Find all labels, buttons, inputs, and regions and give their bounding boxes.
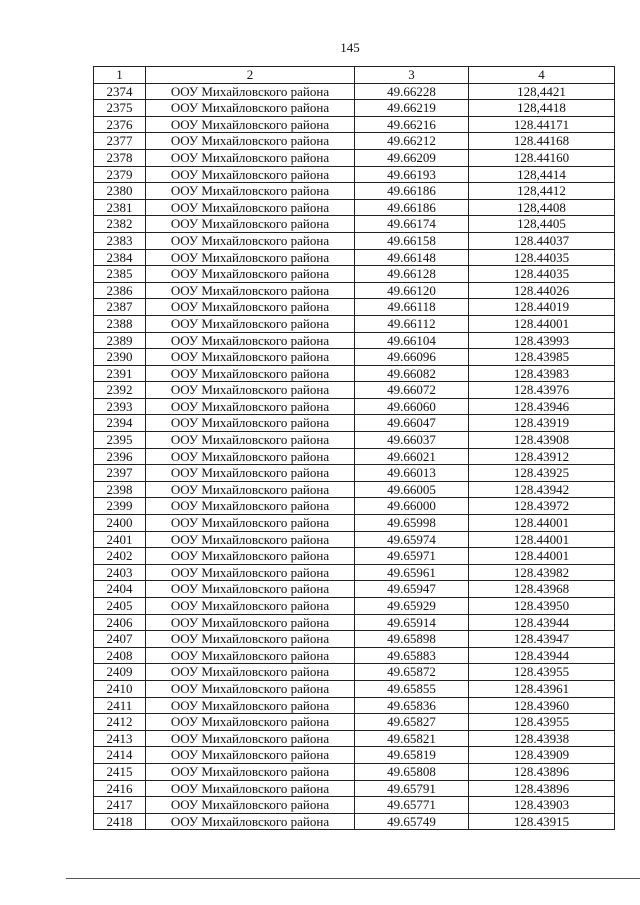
table-row: [94, 564, 615, 581]
cell-number: 2393: [94, 398, 146, 415]
column-header-2: 2: [146, 67, 355, 84]
cell-number: 2407: [94, 631, 146, 648]
cell-number: 2410: [94, 680, 146, 697]
cell-longitude: 128.43908: [469, 432, 615, 449]
cell-latitude: 49.66193: [355, 166, 469, 183]
cell-number: 2415: [94, 763, 146, 780]
cell-latitude: 49.66000: [355, 498, 469, 515]
cell-organization: ООУ Михайловского района: [146, 166, 355, 183]
cell-number: 2403: [94, 564, 146, 581]
cell-latitude: 49.66128: [355, 266, 469, 283]
cell-latitude: 49.66037: [355, 432, 469, 449]
cell-longitude: 128.44037: [469, 232, 615, 249]
table-row: [94, 100, 615, 117]
cell-organization: ООУ Михайловского района: [146, 133, 355, 150]
cell-organization: ООУ Михайловского района: [146, 83, 355, 100]
cell-number: 2404: [94, 581, 146, 598]
cell-latitude: 49.65914: [355, 614, 469, 631]
cell-number: 2392: [94, 382, 146, 399]
table-row: [94, 697, 615, 714]
cell-number: 2385: [94, 266, 146, 283]
cell-number: 2395: [94, 432, 146, 449]
cell-longitude: 128,4414: [469, 166, 615, 183]
table-row: [94, 232, 615, 249]
cell-number: 2376: [94, 116, 146, 133]
table-row: [94, 581, 615, 598]
table-row: [94, 282, 615, 299]
cell-organization: ООУ Михайловского района: [146, 332, 355, 349]
cell-longitude: 128.43903: [469, 797, 615, 814]
cell-organization: ООУ Михайловского района: [146, 581, 355, 598]
cell-organization: ООУ Михайловского района: [146, 515, 355, 532]
cell-latitude: 49.66104: [355, 332, 469, 349]
cell-longitude: 128.44171: [469, 116, 615, 133]
cell-latitude: 49.65827: [355, 714, 469, 731]
table-header-row: [94, 67, 615, 84]
cell-longitude: 128.44001: [469, 548, 615, 565]
cell-organization: ООУ Михайловского района: [146, 432, 355, 449]
cell-organization: ООУ Михайловского района: [146, 664, 355, 681]
cell-organization: ООУ Михайловского района: [146, 415, 355, 432]
table-row: [94, 266, 615, 283]
cell-number: 2384: [94, 249, 146, 266]
cell-number: 2400: [94, 515, 146, 532]
cell-longitude: 128,4418: [469, 100, 615, 117]
cell-number: 2375: [94, 100, 146, 117]
cell-organization: ООУ Михайловского района: [146, 315, 355, 332]
cell-organization: ООУ Михайловского района: [146, 780, 355, 797]
table-row: [94, 598, 615, 615]
cell-latitude: 49.66120: [355, 282, 469, 299]
cell-organization: ООУ Михайловского района: [146, 199, 355, 216]
cell-latitude: 49.66228: [355, 83, 469, 100]
table-row: [94, 548, 615, 565]
cell-latitude: 49.65791: [355, 780, 469, 797]
table-row: [94, 730, 615, 747]
table-row: [94, 465, 615, 482]
cell-number: 2374: [94, 83, 146, 100]
cell-number: 2394: [94, 415, 146, 432]
cell-organization: ООУ Михайловского района: [146, 631, 355, 648]
table-row: [94, 448, 615, 465]
cell-organization: ООУ Михайловского района: [146, 481, 355, 498]
table-row: [94, 415, 615, 432]
table-row: [94, 116, 615, 133]
cell-latitude: 49.65898: [355, 631, 469, 648]
cell-number: 2391: [94, 365, 146, 382]
cell-organization: ООУ Михайловского района: [146, 564, 355, 581]
table-row: [94, 149, 615, 166]
cell-latitude: 49.65819: [355, 747, 469, 764]
cell-longitude: 128.43961: [469, 680, 615, 697]
table-row: [94, 398, 615, 415]
cell-organization: ООУ Михайловского района: [146, 747, 355, 764]
cell-latitude: 49.65855: [355, 680, 469, 697]
table-body: [94, 83, 615, 830]
table-row: [94, 747, 615, 764]
coordinates-table: [93, 66, 615, 830]
cell-number: 2408: [94, 647, 146, 664]
table-row: [94, 631, 615, 648]
cell-latitude: 49.65749: [355, 813, 469, 830]
cell-latitude: 49.66209: [355, 149, 469, 166]
cell-latitude: 49.65821: [355, 730, 469, 747]
cell-organization: ООУ Михайловского района: [146, 680, 355, 697]
cell-longitude: 128.43944: [469, 614, 615, 631]
cell-latitude: 49.66005: [355, 481, 469, 498]
cell-number: 2396: [94, 448, 146, 465]
cell-longitude: 128.43947: [469, 631, 615, 648]
cell-longitude: 128.44001: [469, 531, 615, 548]
cell-number: 2406: [94, 614, 146, 631]
cell-organization: ООУ Михайловского района: [146, 232, 355, 249]
cell-latitude: 49.66082: [355, 365, 469, 382]
cell-number: 2382: [94, 216, 146, 233]
cell-organization: ООУ Михайловского района: [146, 498, 355, 515]
cell-number: 2398: [94, 481, 146, 498]
bottom-divider: [66, 878, 640, 879]
cell-latitude: 49.66072: [355, 382, 469, 399]
cell-number: 2381: [94, 199, 146, 216]
cell-organization: ООУ Михайловского района: [146, 730, 355, 747]
cell-organization: ООУ Михайловского района: [146, 266, 355, 283]
table-row: [94, 199, 615, 216]
cell-number: 2402: [94, 548, 146, 565]
cell-number: 2409: [94, 664, 146, 681]
page-number: 145: [340, 40, 360, 55]
cell-organization: ООУ Михайловского района: [146, 647, 355, 664]
cell-organization: ООУ Михайловского района: [146, 249, 355, 266]
cell-latitude: 49.66186: [355, 183, 469, 200]
table-row: [94, 664, 615, 681]
cell-longitude: 128.43896: [469, 780, 615, 797]
table-row: [94, 531, 615, 548]
cell-latitude: 49.66096: [355, 349, 469, 366]
table-row: [94, 166, 615, 183]
cell-longitude: 128.43955: [469, 714, 615, 731]
cell-number: 2417: [94, 797, 146, 814]
table-row: [94, 432, 615, 449]
cell-latitude: 49.65883: [355, 647, 469, 664]
cell-organization: ООУ Михайловского района: [146, 149, 355, 166]
table-row: [94, 498, 615, 515]
table-row: [94, 614, 615, 631]
cell-longitude: 128.43993: [469, 332, 615, 349]
cell-number: 2413: [94, 730, 146, 747]
cell-organization: ООУ Михайловского района: [146, 299, 355, 316]
table-row: [94, 515, 615, 532]
cell-organization: ООУ Михайловского района: [146, 282, 355, 299]
table-row: [94, 183, 615, 200]
cell-longitude: 128.43909: [469, 747, 615, 764]
cell-number: 2411: [94, 697, 146, 714]
cell-organization: ООУ Михайловского района: [146, 448, 355, 465]
cell-latitude: 49.65971: [355, 548, 469, 565]
column-header-1: 1: [94, 67, 146, 84]
table-row: [94, 133, 615, 150]
cell-longitude: 128,4412: [469, 183, 615, 200]
cell-longitude: 128,4408: [469, 199, 615, 216]
cell-number: 2412: [94, 714, 146, 731]
cell-longitude: 128.43942: [469, 481, 615, 498]
cell-latitude: 49.65836: [355, 697, 469, 714]
cell-longitude: 128.44160: [469, 149, 615, 166]
cell-organization: ООУ Михайловского района: [146, 365, 355, 382]
table-row: [94, 315, 615, 332]
cell-latitude: 49.66158: [355, 232, 469, 249]
cell-organization: ООУ Михайловского района: [146, 349, 355, 366]
cell-latitude: 49.66219: [355, 100, 469, 117]
cell-number: 2399: [94, 498, 146, 515]
cell-longitude: 128.43896: [469, 763, 615, 780]
table-row: [94, 797, 615, 814]
cell-longitude: 128.43944: [469, 647, 615, 664]
cell-latitude: 49.65998: [355, 515, 469, 532]
cell-longitude: 128.43912: [469, 448, 615, 465]
cell-latitude: 49.66212: [355, 133, 469, 150]
cell-longitude: 128.43919: [469, 415, 615, 432]
cell-longitude: 128.44019: [469, 299, 615, 316]
cell-longitude: 128.43946: [469, 398, 615, 415]
table-row: [94, 349, 615, 366]
cell-longitude: 128.44026: [469, 282, 615, 299]
cell-latitude: 49.65808: [355, 763, 469, 780]
cell-number: 2397: [94, 465, 146, 482]
cell-number: 2387: [94, 299, 146, 316]
cell-organization: ООУ Михайловского района: [146, 183, 355, 200]
cell-organization: ООУ Михайловского района: [146, 714, 355, 731]
cell-longitude: 128.43985: [469, 349, 615, 366]
cell-longitude: 128.43925: [469, 465, 615, 482]
cell-longitude: 128.43915: [469, 813, 615, 830]
cell-organization: ООУ Михайловского района: [146, 697, 355, 714]
cell-organization: ООУ Михайловского района: [146, 398, 355, 415]
cell-number: 2416: [94, 780, 146, 797]
table-row: [94, 299, 615, 316]
cell-organization: ООУ Михайловского района: [146, 531, 355, 548]
cell-organization: ООУ Михайловского района: [146, 598, 355, 615]
cell-number: 2386: [94, 282, 146, 299]
cell-latitude: 49.66148: [355, 249, 469, 266]
cell-organization: ООУ Михайловского района: [146, 116, 355, 133]
cell-latitude: 49.65771: [355, 797, 469, 814]
cell-longitude: 128.43982: [469, 564, 615, 581]
cell-organization: ООУ Михайловского района: [146, 465, 355, 482]
cell-organization: ООУ Михайловского района: [146, 548, 355, 565]
cell-longitude: 128.44035: [469, 266, 615, 283]
table-row: [94, 647, 615, 664]
cell-number: 2390: [94, 349, 146, 366]
cell-organization: ООУ Михайловского района: [146, 614, 355, 631]
cell-latitude: 49.65947: [355, 581, 469, 598]
cell-latitude: 49.66112: [355, 315, 469, 332]
column-header-4: 4: [469, 67, 615, 84]
cell-latitude: 49.65929: [355, 598, 469, 615]
cell-latitude: 49.66186: [355, 199, 469, 216]
cell-organization: ООУ Михайловского района: [146, 797, 355, 814]
cell-latitude: 49.66118: [355, 299, 469, 316]
table-row: [94, 83, 615, 100]
cell-number: 2378: [94, 149, 146, 166]
cell-number: 2388: [94, 315, 146, 332]
cell-longitude: 128,4421: [469, 83, 615, 100]
cell-latitude: 49.66060: [355, 398, 469, 415]
cell-number: 2389: [94, 332, 146, 349]
table-row: [94, 680, 615, 697]
cell-longitude: 128.43976: [469, 382, 615, 399]
cell-longitude: 128.43938: [469, 730, 615, 747]
cell-organization: ООУ Михайловского района: [146, 382, 355, 399]
table-row: [94, 780, 615, 797]
cell-longitude: 128.43972: [469, 498, 615, 515]
table-row: [94, 365, 615, 382]
table-row: [94, 249, 615, 266]
cell-organization: ООУ Михайловского района: [146, 813, 355, 830]
cell-number: 2379: [94, 166, 146, 183]
cell-organization: ООУ Михайловского района: [146, 763, 355, 780]
cell-number: 2377: [94, 133, 146, 150]
cell-longitude: 128.43955: [469, 664, 615, 681]
cell-latitude: 49.65872: [355, 664, 469, 681]
table-row: [94, 813, 615, 830]
cell-latitude: 49.66013: [355, 465, 469, 482]
cell-organization: ООУ Михайловского района: [146, 100, 355, 117]
cell-longitude: 128.44001: [469, 315, 615, 332]
cell-longitude: 128.43950: [469, 598, 615, 615]
table-row: [94, 714, 615, 731]
cell-latitude: 49.66216: [355, 116, 469, 133]
cell-latitude: 49.65974: [355, 531, 469, 548]
cell-latitude: 49.66047: [355, 415, 469, 432]
cell-longitude: 128.43983: [469, 365, 615, 382]
cell-longitude: 128.43960: [469, 697, 615, 714]
cell-longitude: 128.43968: [469, 581, 615, 598]
cell-longitude: 128.44035: [469, 249, 615, 266]
cell-latitude: 49.66021: [355, 448, 469, 465]
cell-number: 2383: [94, 232, 146, 249]
cell-latitude: 49.66174: [355, 216, 469, 233]
column-header-3: 3: [355, 67, 469, 84]
table-row: [94, 763, 615, 780]
table-row: [94, 481, 615, 498]
cell-number: 2401: [94, 531, 146, 548]
cell-longitude: 128,4405: [469, 216, 615, 233]
table-row: [94, 382, 615, 399]
cell-longitude: 128.44001: [469, 515, 615, 532]
cell-number: 2405: [94, 598, 146, 615]
cell-number: 2418: [94, 813, 146, 830]
cell-latitude: 49.65961: [355, 564, 469, 581]
cell-organization: ООУ Михайловского района: [146, 216, 355, 233]
cell-number: 2414: [94, 747, 146, 764]
table-row: [94, 216, 615, 233]
cell-longitude: 128.44168: [469, 133, 615, 150]
table-row: [94, 332, 615, 349]
cell-number: 2380: [94, 183, 146, 200]
